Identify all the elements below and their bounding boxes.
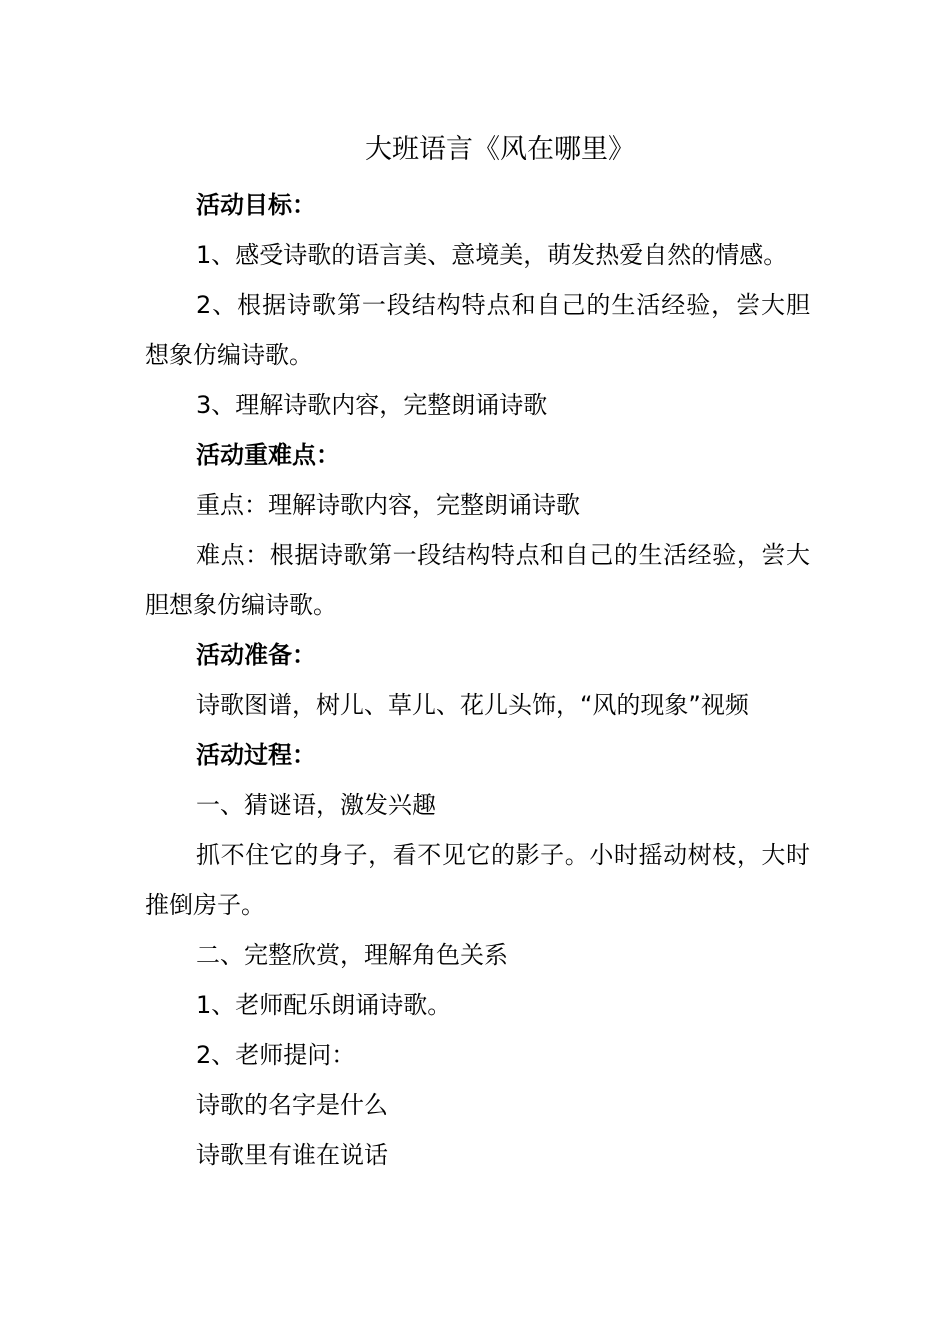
paragraph: 1、感受诗歌的语言美、意境美，萌发热爱自然的情感。 — [196, 241, 788, 269]
paragraph: 二、完整欣赏，理解角色关系 — [196, 941, 508, 969]
paragraph: 重点：理解诗歌内容，完整朗诵诗歌 — [196, 491, 580, 519]
paragraph: 诗歌里有谁在说话 — [196, 1141, 388, 1169]
paragraph: 2、根据诗歌第一段结构特点和自己的生活经验，尝大胆想象仿编诗歌。 — [145, 291, 810, 369]
paragraph: 3、理解诗歌内容，完整朗诵诗歌 — [196, 391, 548, 419]
section-heading-process: 活动过程： — [196, 741, 316, 769]
document-body — [145, 180, 810, 1180]
paragraph: 一、猜谜语，激发兴趣 — [196, 791, 436, 819]
paragraph: 2、老师提问： — [196, 1041, 356, 1069]
section-heading-key-points: 活动重难点： — [196, 441, 340, 469]
section-heading-preparation: 活动准备： — [196, 641, 316, 669]
paragraph: 1、老师配乐朗诵诗歌。 — [196, 991, 452, 1019]
paragraph: 诗歌的名字是什么 — [196, 1091, 388, 1119]
paragraph: 抓不住它的身子，看不见它的影子。小时摇动树枝，大时推倒房子。 — [145, 841, 810, 919]
section-heading-goals: 活动目标： — [196, 191, 316, 219]
document-title: 大班语言《风在哪里》 — [365, 134, 635, 165]
paragraph: 诗歌图谱，树儿、草儿、花儿头饰，“风的现象”视频 — [196, 691, 749, 719]
paragraph: 难点：根据诗歌第一段结构特点和自己的生活经验，尝大胆想象仿编诗歌。 — [145, 541, 810, 619]
